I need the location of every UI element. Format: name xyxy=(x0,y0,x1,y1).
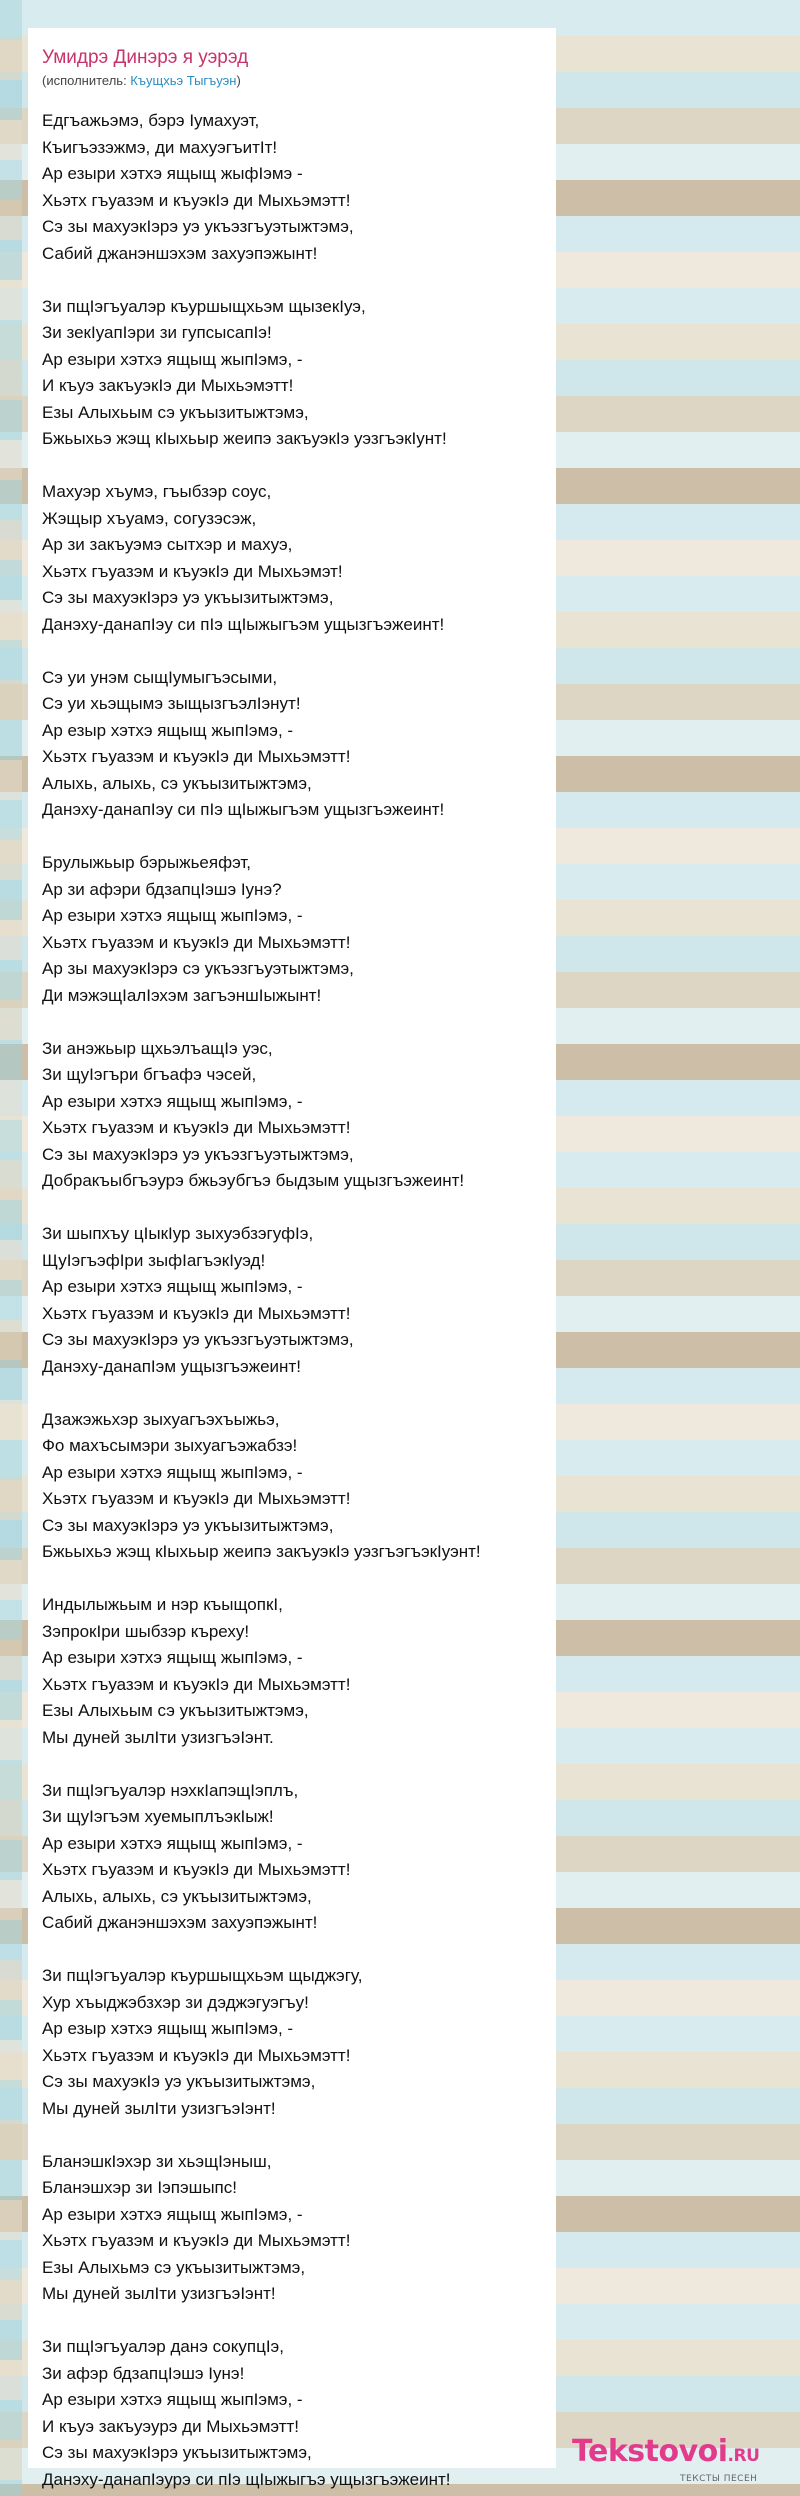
lyrics-line: Сэ зы махуэкIэрэ уэ укъэзгъуэтыжтэмэ, xyxy=(42,217,354,236)
lyrics-line: Хьэтх гъуазэм и къуэкIэ ди Мыхьэмэтт! xyxy=(42,1303,351,1323)
lyrics-line: Зи щуIэгъэм хуемыплъэкIыж! xyxy=(42,1807,274,1826)
lyrics-line: Данэху-данапIэу си пIэ щIыжыгъэм ущызгъэжеинт! xyxy=(42,800,445,819)
lyrics-line: Хьэтх гъуазэм и къуэкIэ ди Мыхьэмэтт! xyxy=(42,932,351,952)
lyrics-line: Хьэтх гъуазэм и къуэкIэ ди Мыхьэмэтт! xyxy=(42,747,351,766)
lyrics-line: Ар езыри хэтхэ ящыщ жыпIэмэ, - xyxy=(42,2204,303,2224)
lyrics-line: Алыхь, алыхь, сэ укъызитыжтэмэ, xyxy=(42,1886,312,1906)
lyrics-line: ЩуIэгъэфIри зыфIагъэкIуэд! xyxy=(42,1250,266,1270)
lyrics-line: Зи пщIэгъуалэр данэ сокупцIэ, xyxy=(42,2337,284,2356)
lyrics-line: Хьэтх гъуазэм и къуэкIэ ди Мыхьэмэт! xyxy=(42,561,343,581)
lyrics-line: Сэ зы махуэкIэ уэ укъызитыжтэмэ, xyxy=(42,2072,316,2091)
lyrics-line: Ар езыри хэтхэ ящыщ жыпIэмэ, - xyxy=(42,2390,303,2409)
lyrics-line: Хьэтх гъуазэм и къуэкIэ ди Мыхьэмэтт! xyxy=(42,190,351,210)
lyrics-line: Брулыжьыр бэрыжьеяфэт, xyxy=(42,853,252,872)
lyrics-line: И къуэ закъуэкIэ ди Мыхьэмэтт! xyxy=(42,376,294,395)
lyrics-card xyxy=(28,28,556,2489)
background-stripe xyxy=(0,0,22,2496)
lyrics-line: Ар зи закъуэмэ сытхэр и махуэ, xyxy=(42,535,293,554)
logo-tagline: ТЕКСТЫ ПЕСЕН xyxy=(680,2474,758,2484)
lyrics-line: Хьэтх гъуазэм и къуэкIэ ди Мыхьэмэтт! xyxy=(42,2045,351,2065)
logo-tld: .RU xyxy=(727,2446,760,2466)
lyrics-stanza xyxy=(42,479,542,638)
lyrics-line: Дзажэжьхэр зыхуагъэхъыжьэ, xyxy=(42,1409,280,1429)
lyrics-line: БланэшкIэхэр зи хьэщIэныш, xyxy=(42,2151,272,2171)
artist-link[interactable]: Къущхьэ Тыгъуэн xyxy=(130,73,237,88)
artist-prefix: (исполнитель: xyxy=(42,73,131,88)
lyrics-stanza xyxy=(42,1592,542,1751)
lyrics-line: Мы дуней зылIти узизгъэIэнт. xyxy=(42,1727,274,1747)
logo-brand xyxy=(572,2436,759,2472)
lyrics-line: Хур хъыджэбзхэр зи дэджэгуэгъу! xyxy=(42,1992,309,2012)
lyrics-line: Къигъэзэжмэ, ди махуэгъитIт! xyxy=(42,137,278,157)
lyrics-line: Данэху-данапIэм ущызгъэжеинт! xyxy=(42,1356,301,1376)
lyrics-stanza xyxy=(42,294,542,453)
lyrics-stanza xyxy=(42,665,542,824)
lyrics-stanza xyxy=(42,1036,542,1195)
lyrics-line: Едгъажьэмэ, бэрэ Iумахуэт, xyxy=(42,111,260,130)
site-logo[interactable] xyxy=(572,2436,759,2484)
lyrics-line: Зи пщIэгъуалэр къуршыщхьэм щызекIуэ, xyxy=(42,296,366,316)
lyrics-stanza xyxy=(42,1963,542,2122)
lyrics-line: Ар езыри хэтхэ ящыщ жыфIэмэ - xyxy=(42,164,303,183)
lyrics-line: Сэ зы махуэкIэрэ уэ укъэзгъуэтыжтэмэ, xyxy=(42,1330,354,1349)
lyrics-line: Зи афэр бдзапцIэшэ Iунэ! xyxy=(42,2363,245,2383)
lyrics-line: Ар езыри хэтхэ ящыщ жыпIэмэ, - xyxy=(42,1277,303,1296)
lyrics-line: Хьэтх гъуазэм и къуэкIэ ди Мыхьэмэтт! xyxy=(42,1674,351,1694)
lyrics-line: Бжьыхьэ жэщ кIыхьыр жеипэ закъуэкIэ уэзгъэгъэкIуэнт! xyxy=(42,1542,481,1561)
lyrics-line: Зи пщIэгъуалэр къуршыщхьэм щыджэгу, xyxy=(42,1966,363,1985)
lyrics-line: Сабий джанэншэхэм захуэпэжынт! xyxy=(42,1913,318,1932)
lyrics-stanza xyxy=(42,108,542,267)
lyrics-line: Ди мэжэщIалIэхэм загъэншIыжынт! xyxy=(42,985,322,1005)
lyrics-line: Хьэтх гъуазэм и къуэкIэ ди Мыхьэмэтт! xyxy=(42,1860,351,1879)
song-title: Умидрэ Динэрэ я уэрэд xyxy=(42,47,249,68)
lyrics-line: Бланэшхэр зи Iэпэшыпс! xyxy=(42,2178,237,2197)
lyrics-line: Алыхь, алыхь, сэ укъызитыжтэмэ, xyxy=(42,773,312,793)
lyrics-line: Зи щуIэгъри бгъафэ чэсей, xyxy=(42,1065,257,1084)
lyrics-stanza xyxy=(42,1221,542,1380)
lyrics-line: Индылыжьым и нэр къыщопкI, xyxy=(42,1595,283,1614)
lyrics-line: Добракъыбгъэурэ бжьэубгъэ быдзым ущызгъэжеинт! xyxy=(42,1171,465,1190)
lyrics-line: Зи пщIэгъуалэр нэхкIапэщIэплъ, xyxy=(42,1780,299,1800)
lyrics-line: Сабий джанэншэхэм захуэпэжынт! xyxy=(42,243,318,263)
lyrics-stanza xyxy=(42,2334,542,2493)
lyrics-line: Зи зекIуапIэри зи гупсысапIэ! xyxy=(42,323,272,342)
lyrics-line: Сэ зы махуэкIэрэ уэ укъэзгъуэтыжтэмэ, xyxy=(42,1144,354,1164)
artist-line xyxy=(42,72,542,90)
lyrics-line: И къуэ закъуэурэ ди Мыхьэмэтт! xyxy=(42,2416,300,2436)
lyrics-line: Мы дуней зылIти узизгъэIэнт! xyxy=(42,2098,276,2118)
lyrics-line: Сэ зы махуэкIэрэ укъызитыжтэмэ, xyxy=(42,2443,312,2462)
lyrics-body xyxy=(42,108,542,2493)
lyrics-line: ЗэпрокIри шыбзэр къреху! xyxy=(42,1621,250,1641)
lyrics-line: Махуэр хъумэ, гъыбзэр соус, xyxy=(42,482,272,501)
lyrics-line: Зи анэжьыр щхьэлъащIэ уэс, xyxy=(42,1038,273,1058)
lyrics-line: Фо махъсымэри зыхуагъэжабзэ! xyxy=(42,1436,298,1455)
lyrics-line: Ар езыри хэтхэ ящыщ жыпIэмэ, - xyxy=(42,906,303,925)
lyrics-stanza xyxy=(42,1407,542,1566)
lyrics-line: Ар езыри хэтхэ ящыщ жыпIэмэ, - xyxy=(42,1833,303,1853)
lyrics-line: Езы Алыхьым сэ укъызитыжтэмэ, xyxy=(42,1701,309,1720)
lyrics-line: Зи шыпхъу цIыкIур зыхуэбзэгуфIэ, xyxy=(42,1224,314,1243)
lyrics-line: Данэху-данапIэурэ си пIэ щIыжыгъэ ущызгъэжеинт! xyxy=(42,2469,451,2489)
lyrics-line: Сэ уи хьэщымэ зыщызгъэлIэнут! xyxy=(42,694,301,713)
lyrics-line: Хьэтх гъуазэм и къуэкIэ ди Мыхьэмэтт! xyxy=(42,1489,351,1508)
lyrics-stanza xyxy=(42,850,542,1009)
lyrics-line: Данэху-данапIэу си пIэ щIыжыгъэм ущызгъэжеинт! xyxy=(42,614,445,634)
lyrics-line: Бжьыхьэ жэщ кIыхьыр жеипэ закъуэкIэ уэзгъэкIунт! xyxy=(42,429,447,448)
lyrics-stanza xyxy=(42,1778,542,1937)
artist-suffix: ) xyxy=(236,73,241,88)
lyrics-line: Езы Алыхьым сэ укъызитыжтэмэ, xyxy=(42,402,309,422)
lyrics-line: Езы Алыхьмэ сэ укъызитыжтэмэ, xyxy=(42,2257,306,2277)
lyrics-line: Ар езыри хэтхэ ящыщ жыпIэмэ, - xyxy=(42,1091,303,1111)
lyrics-line: Ар зи афэри бдзапцIэшэ Iунэ? xyxy=(42,879,282,899)
lyrics-line: Жэщыр хъуамэ, согузэсэж, xyxy=(42,508,257,528)
lyrics-line: Ар езыри хэтхэ ящыщ жыпIэмэ, - xyxy=(42,1648,303,1667)
logo-brand-text: Tekstovoi xyxy=(572,2434,728,2469)
lyrics-line: Ар езыри хэтхэ ящыщ жыпIэмэ, - xyxy=(42,1462,303,1482)
lyrics-line: Хьэтх гъуазэм и къуэкIэ ди Мыхьэмэтт! xyxy=(42,2231,351,2250)
lyrics-line: Мы дуней зылIти узизгъэIэнт! xyxy=(42,2284,276,2303)
lyrics-line: Ар езыри хэтхэ ящыщ жыпIэмэ, - xyxy=(42,349,303,369)
lyrics-line: Ар езыр хэтхэ ящыщ жыпIэмэ, - xyxy=(42,720,294,740)
lyrics-line: Сэ зы махуэкIэрэ уэ укъызитыжтэмэ, xyxy=(42,1515,334,1535)
lyrics-line: Хьэтх гъуазэм и къуэкIэ ди Мыхьэмэтт! xyxy=(42,1118,351,1137)
lyrics-stanza xyxy=(42,2149,542,2308)
lyrics-line: Ар езыр хэтхэ ящыщ жыпIэмэ, - xyxy=(42,2019,294,2038)
lyrics-line: Ар зы махуэкIэрэ сэ укъэзгъуэтыжтэмэ, xyxy=(42,959,354,978)
lyrics-line: Сэ зы махуэкIэрэ уэ укъызитыжтэмэ, xyxy=(42,588,334,607)
lyrics-line: Сэ уи унэм сыщIумыгъэсыми, xyxy=(42,667,278,687)
